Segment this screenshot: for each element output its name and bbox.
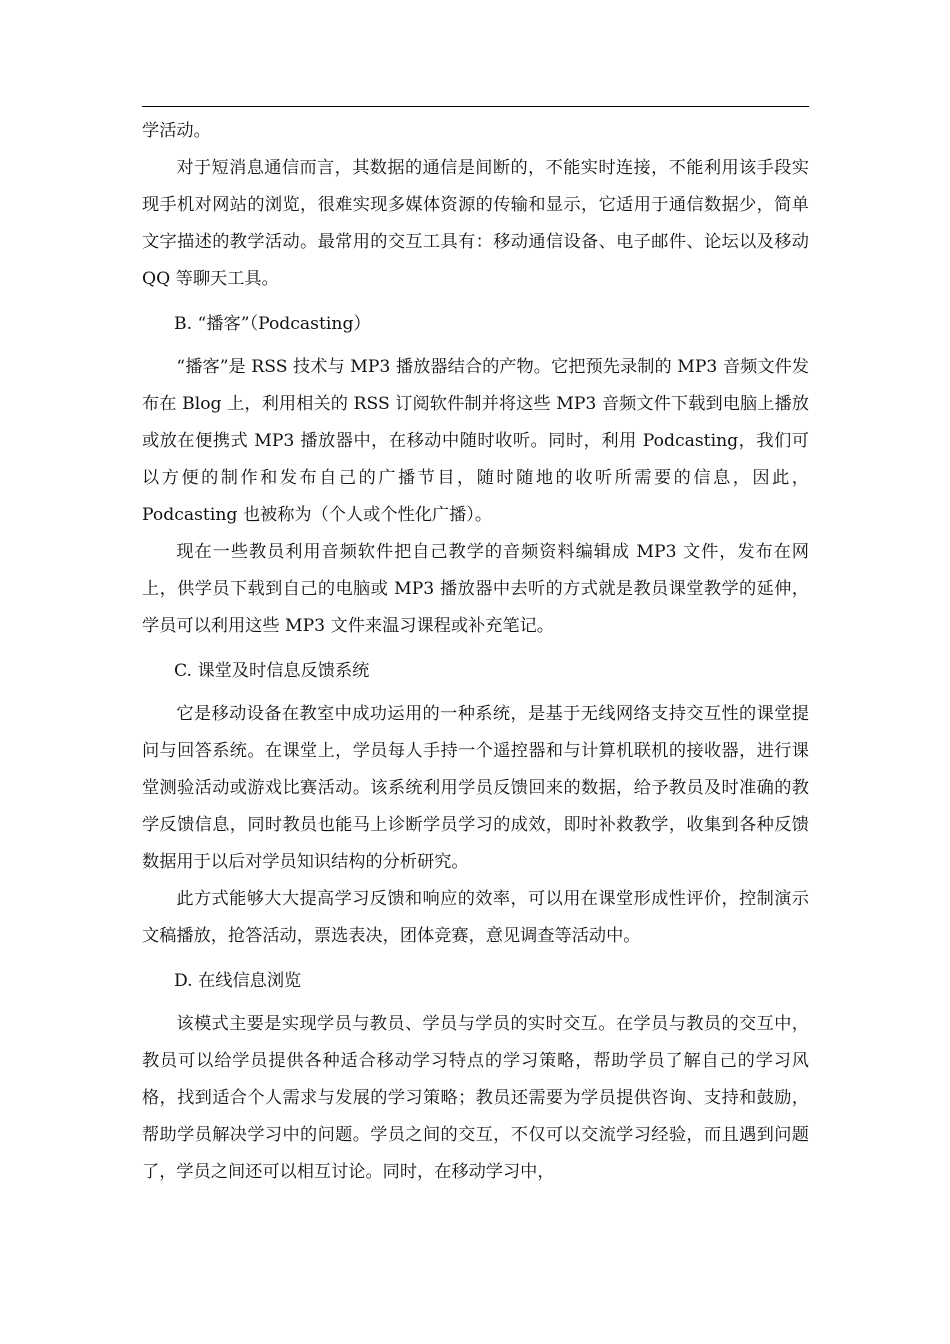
section-heading-online-browsing: D. 在线信息浏览 [174,971,302,991]
paragraph-continuation: 学活动。 [142,121,211,141]
section-heading-podcasting: B. “播客”（Podcasting） [174,314,371,334]
paragraph-feedback-description: 它是移动设备在教室中成功运用的一种系统，是基于无线网络支持交互性的课堂提问与回答系统。在课堂上，学员每人手持一个遥控器和与计算机联机的接收器，进行课堂测验活动或游戏比赛活动。该系统利用学员反馈回来的数据，给予教员及时准确的教学反馈信息，同时教员也能马上诊断学员学习的成效，即时补救教学，收集到各种反馈数据用于以后对学员知识结构的分析研究。 [142,704,809,872]
paragraph-online-browsing: 该模式主要是实现学员与教员、学员与学员的实时交互。在学员与教员的交互中，教员可以给学员提供各种适合移动学习特点的学习策略，帮助学员了解自己的学习风格，找到适合个人需求与发展的学习策略；教员还需要为学员提供咨询、支持和鼓励，帮助学员解决学习中的问题。学员之间的交互，不仅可以交流学习经验，而且遇到问题了，学员之间还可以相互讨论。同时，在移动学习中， [142,1014,809,1182]
paragraph-podcast-teaching: 现在一些教员利用音频软件把自己教学的音频资料编辑成 MP3 文件，发布在网上，供学员下载到自己的电脑或 MP3 播放器中去听的方式就是教员课堂教学的延伸，学员可以利用这些 MP3 文件来温习课程或补充笔记。 [142,542,809,636]
paragraph-short-message: 对于短消息通信而言，其数据的通信是间断的，不能实时连接，不能利用该手段实现手机对网站的浏览，很难实现多媒体资源的传输和显示，它适用于通信数据少，简单文字描述的教学活动。最常用的交互工具有：移动通信设备、电子邮件、论坛以及移动 QQ 等聊天工具。 [142,158,809,289]
header-rule [142,106,809,107]
document-body [142,113,809,1191]
paragraph-feedback-efficiency: 此方式能够大大提高学习反馈和响应的效率，可以用在课堂形成性评价，控制演示文稿播放，抢答活动，票选表决，团体竞赛，意见调查等活动中。 [142,889,809,946]
paragraph-podcast-definition: “播客”是 RSS 技术与 MP3 播放器结合的产物。它把预先录制的 MP3 音频文件发布在 Blog 上，利用相关的 RSS 订阅软件制并将这些 MP3 音频文件下载到电脑上播放或放在便携式 MP3 播放器中，在移动中随时收听。同时，利用 Podcasting，我们可以方便的制作和发布自己的广播节目，随时随地的收听所需要的信息，因此，Podcasting 也被称为（个人或个性化广播）。 [142,357,809,525]
section-heading-feedback-system: C. 课堂及时信息反馈系统 [174,661,370,681]
